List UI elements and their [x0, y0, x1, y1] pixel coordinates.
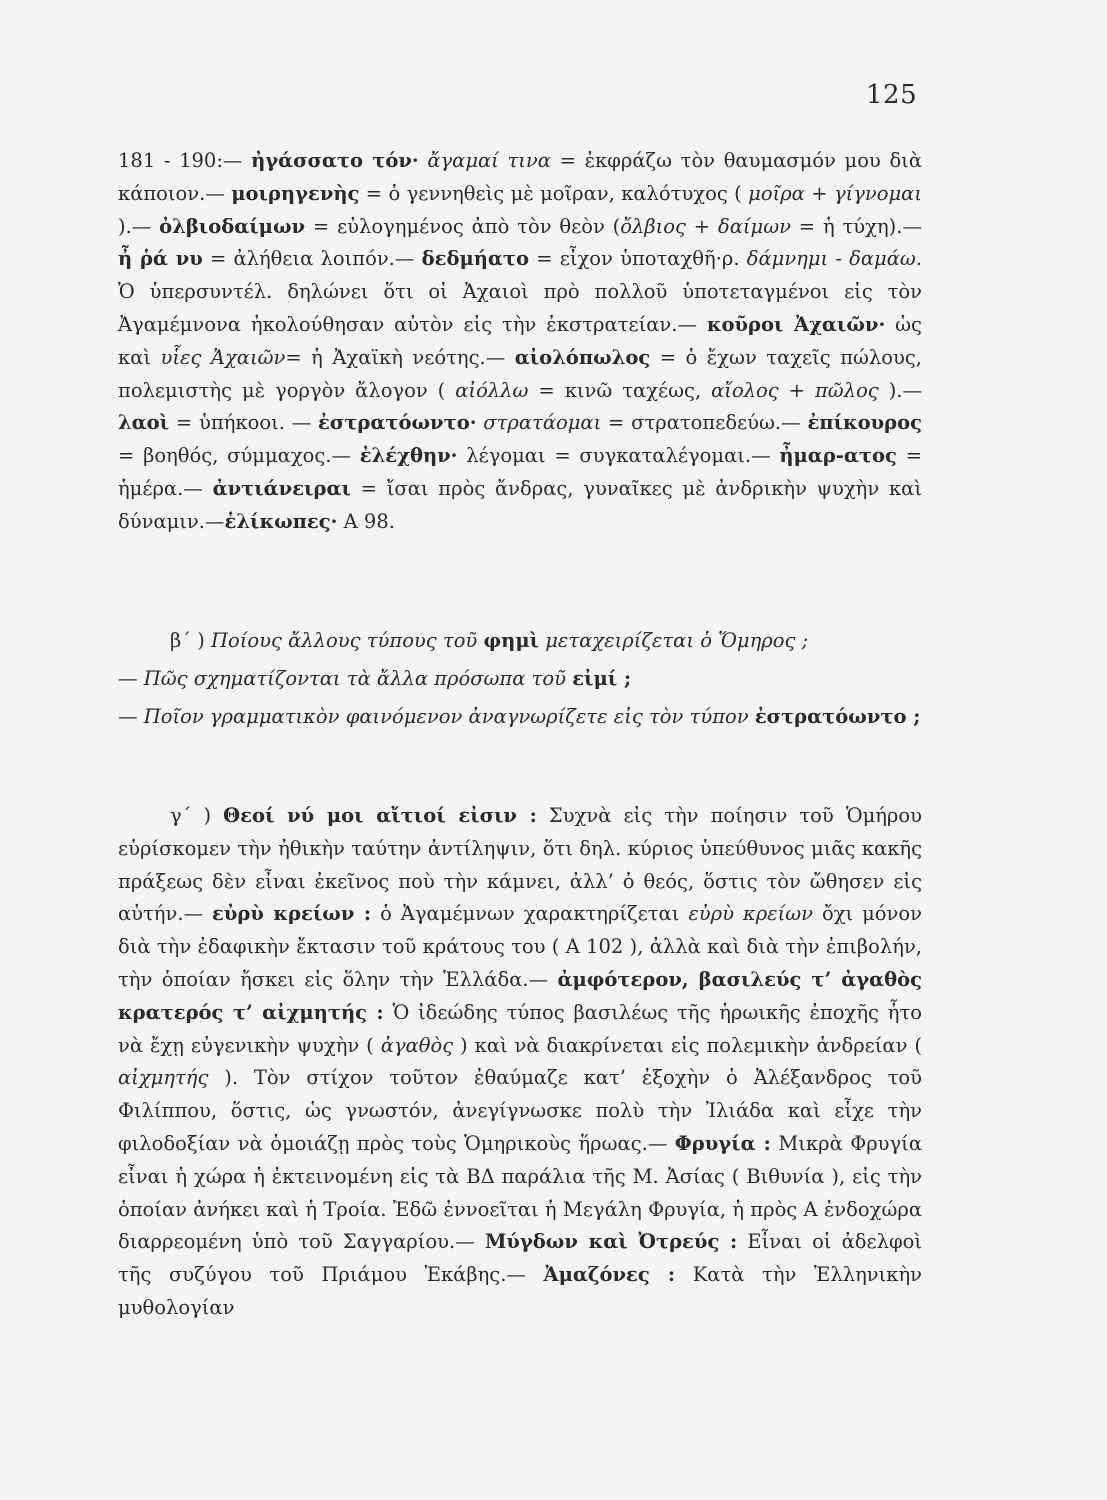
text-run: Ὁ ἰδεώδης τύπος βασιλέως τῆς ἡρωικῆς ἐποχῆς ἦτο νὰ ἔχῃ εὐγενικὴν ψυχὴν (	[118, 1000, 922, 1057]
lemma-term: λαοὶ	[118, 411, 170, 435]
lemma-term: εἰμί ;	[572, 667, 632, 690]
text-run: ὄχι μόνον διὰ τὴν ἐδαφικὴν ἔκτασιν τοῦ κράτους του ( Α 102 ), ἀλλὰ καὶ διὰ τὴν ἐπιβολήν, τὴν ὁποίαν ἤσκει εἰς ὅλην τὴν Ἑλλάδα.—	[118, 902, 922, 991]
lemma-term: Ἀμαζόνες :	[543, 1263, 676, 1287]
italic-text: αἴολος + πῶλος	[711, 378, 879, 402]
text-run: = εὐλογημένος ἀπὸ τὸν θεὸν (	[305, 214, 621, 238]
text-run: Εἶναι οἱ ἀδελφοὶ τῆς συζύγου τοῦ Πριάμου Ἑκάβης.—	[118, 1230, 922, 1287]
paragraph-text	[118, 800, 922, 1325]
lemma-term: ἦ ῥά νυ	[118, 247, 203, 271]
italic-text: μεταχειρίζεται ὁ Ὅμηρος ;	[539, 629, 809, 652]
text-run: β΄ )	[170, 629, 212, 652]
text-run: ) καὶ νὰ διακρίνεται εἰς πολεμικὴν ἀνδρείαν (	[453, 1033, 922, 1057]
lemma-term: ὀλβιοδαίμων	[159, 214, 306, 238]
italic-text: εὐρὺ κρείων	[688, 902, 814, 926]
text-run: Ὁ ὑπερσυντέλ. δηλώνει ὅτι οἱ Ἀχαιοὶ πρὸ πολλοῦ ὑποτεταγμένοι εἰς τὸν Ἀγαμέμνονα ἠκολούθησαν αὐτὸν εἰς τὴν ἐκστρατείαν.—	[118, 280, 922, 336]
lemma-term: ἑλίκωπες·	[224, 509, 338, 533]
lemma-term: Θεοί νύ μοι αἴτιοί εἰσιν :	[223, 804, 537, 827]
text-run: ὡς καὶ	[118, 312, 922, 369]
lemma-term: δεδμήατο	[421, 247, 530, 271]
text-run: = ὁ ἔχων ταχεῖς πώλους, πολεμιστὴς μὲ γοργὸν ἄλογον (	[118, 345, 922, 402]
lemma-term: ἀμφότερον, βασιλεύς τ’ ἀγαθὸς κρατερός τ’ αἰχμητής :	[118, 967, 922, 1024]
text-run: = ὑπήκοοι. —	[169, 411, 319, 435]
commentary-section-gamma	[118, 800, 922, 1325]
text-run: = εἶχον ὑποταχθῆ·ρ.	[529, 247, 747, 271]
italic-text: ἄγαμαί τινα	[418, 149, 551, 172]
text-run: = ἡμέρα.—	[118, 444, 922, 500]
italic-text: στρατάομαι	[476, 411, 602, 435]
text-run: —	[118, 667, 144, 690]
text-run: = στρατοπεδεύω.—	[601, 411, 808, 435]
text-run: = ὁ γεννηθεὶς μὲ μοῖραν, καλότυχος (	[359, 181, 749, 205]
italic-text: Πῶς σχηματίζονται τὰ ἄλλα πρόσωπα τοῦ	[143, 667, 573, 690]
text-run: Α 98.	[337, 509, 395, 533]
text-run: = κινῶ ταχέως,	[528, 378, 712, 402]
text-run: = βοηθός, σύμμαχος.—	[118, 444, 360, 468]
text-run: = ἡ Ἀχαϊκὴ νεότης.—	[285, 345, 515, 369]
lemma-term: εὐρὺ κρείων :	[212, 902, 372, 926]
text-run: γ΄ )	[170, 804, 224, 827]
italic-text: ὄλβιος + δαίμων	[620, 214, 791, 238]
text-run: λέγομαι = συγκαταλέγομαι.—	[457, 444, 780, 468]
italic-text: μοῖρα + γίγνομαι	[748, 181, 922, 205]
lemma-term: φημὶ	[483, 629, 540, 652]
text-run: Συχνὰ εἰς τὴν ποίησιν τοῦ Ὁμήρου εὑρίσκομεν τὴν ἠθικὴν ταύτην ἀντίληψιν, ὅτι δηλ. κύριος ὑπεύθυνος μιᾶς κακῆς πράξεως δὲν εἶναι ἐκεῖνος ποὺ τὴν κάμνει, ἀλλ’ ὁ θεός, ὅστις τὸν ὤθησεν εἰς αὐτήν.—	[118, 804, 922, 926]
text-run: ).—	[878, 378, 923, 402]
text-run: Κατὰ τὴν Ἑλληνικὴν μυθολογίαν	[118, 1263, 922, 1319]
lemma-term: ἐλέχθην·	[359, 444, 458, 468]
italic-text: δάμνημι - δαμάω.	[746, 247, 922, 271]
lemma-term: ἀντιάνειραι	[212, 476, 351, 500]
text-run: —	[118, 705, 144, 728]
text-run: = ἐκφράζω τὸν θαυμασμόν μου διὰ κάποιον.—	[118, 149, 922, 205]
italic-text: αἰόλλω	[455, 378, 529, 402]
text-run: = ἡ τύχη).—	[790, 214, 922, 238]
italic-text: αἰχμητής	[118, 1066, 209, 1090]
italic-text: ἀγαθὸς	[380, 1033, 454, 1057]
text-run: ).—	[118, 214, 160, 238]
text-run: ). Τὸν στίχον τοῦτον ἐθαύμαζε κατ’ ἐξοχὴν ὁ Ἀλέξανδρος τοῦ Φιλίππου, ὅστις, ὡς γνωστόν, ἀνεγίγνωσκε πολὺ τὴν Ἰλιάδα καὶ εἶχε τὴν φιλοδοξίαν νὰ ὁμοιάζῃ πρὸς τοὺς Ὁμηρικοὺς ἥρωας.—	[118, 1066, 922, 1155]
text-run: = ἴσαι πρὸς ἄνδρας, γυναῖκες μὲ ἀνδρικὴν ψυχὴν καὶ δύναμιν.—	[118, 476, 922, 533]
lemma-term: ἐπίκουρος	[807, 411, 922, 435]
italic-text: υἷες Ἀχαιῶν	[160, 345, 286, 369]
lemma-term: ἐστρατόωντο ;	[754, 705, 921, 728]
lemma-term: ἠγάσσατο τόν·	[251, 149, 419, 172]
page-number: 125	[866, 80, 918, 110]
text-run: = ἀλήθεια λοιπόν.—	[202, 247, 422, 271]
italic-text: Ποῖον γραμματικὸν φαινόμενον ἀναγνωρίζετε εἰς τὸν τύπον	[143, 705, 749, 728]
lemma-term: ἐστρατόωντο·	[318, 411, 477, 435]
paragraph-text	[118, 622, 922, 736]
lemma-term: ἦμαρ-ατος	[779, 444, 897, 468]
questions-section-beta	[118, 622, 922, 736]
text-run: ὁ Ἀγαμέμνων χαρακτηρίζεται	[371, 902, 689, 926]
commentary-paragraph-181-190	[118, 145, 922, 539]
lemma-term: Μύγδων καὶ Ὀτρεύς :	[484, 1230, 738, 1254]
italic-text: Ποίους ἄλλους τύπους τοῦ	[211, 629, 484, 652]
lemma-term: μοιρηγενὴς	[231, 181, 360, 205]
text-run: Μικρὰ Φρυγία εἶναι ἡ χώρα ἡ ἐκτεινομένη εἰς τὰ ΒΔ παράλια τῆς Μ. Ἀσίας ( Βιθυνία ), εἰς τὴν ὁποίαν ἀνήκει καὶ ἡ Τροία. Ἐδῶ ἐννοεῖται ἡ Μεγάλη Φρυγία, ἡ πρὸς Α ἐνδοχώρα διαρρεομένη ὑπὸ τοῦ Σαγγαρίου.—	[118, 1131, 922, 1254]
paragraph-text	[118, 145, 922, 539]
text-run: 181 - 190:—	[118, 149, 252, 172]
lemma-term: κοῦροι Ἀχαιῶν·	[706, 312, 886, 336]
lemma-term: Φρυγία :	[674, 1131, 771, 1155]
lemma-term: αἰολόπωλος	[514, 345, 651, 369]
